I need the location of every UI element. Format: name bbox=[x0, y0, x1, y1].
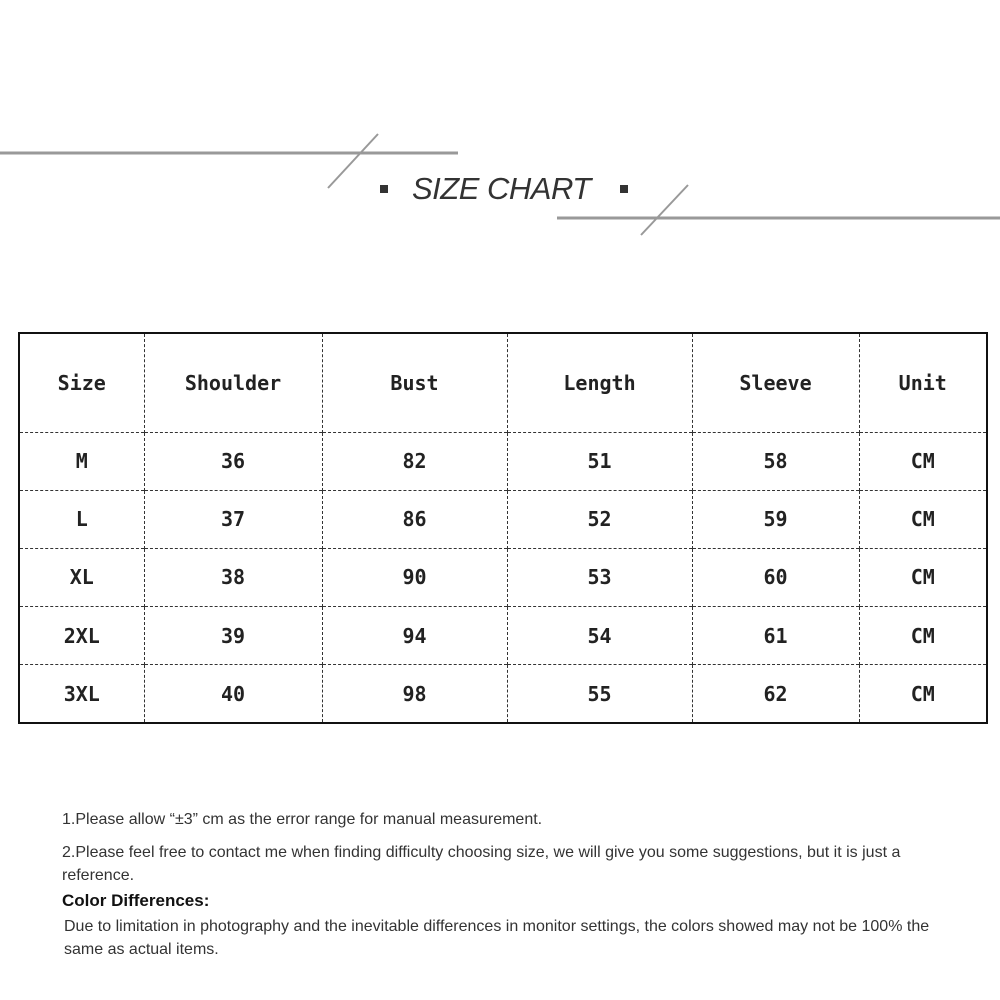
table-cell: XL bbox=[19, 548, 144, 606]
table-cell: CM bbox=[859, 607, 987, 665]
table-header-row bbox=[19, 333, 987, 432]
note-measurement-error: 1.Please allow “±3” cm as the error range for manual measurement. bbox=[62, 811, 543, 828]
table-cell: M bbox=[19, 432, 144, 490]
decorative-lines bbox=[0, 0, 1000, 260]
table-cell: 58 bbox=[692, 432, 859, 490]
bullet-square-icon bbox=[380, 185, 388, 193]
table-row bbox=[19, 490, 987, 548]
table-cell: CM bbox=[859, 665, 987, 723]
column-header: Length bbox=[507, 333, 692, 432]
bullet-square-icon bbox=[620, 185, 628, 193]
color-differences-heading: Color Differences: bbox=[62, 891, 210, 910]
table-cell: 54 bbox=[507, 607, 692, 665]
table-cell: 61 bbox=[692, 607, 859, 665]
color-differences-text: Due to limitation in photography and the inevitable differences in monitor settings, the colors showed may not be 100% the same as actual items. bbox=[64, 918, 930, 958]
table-cell: 62 bbox=[692, 665, 859, 723]
table-cell: 2XL bbox=[19, 607, 144, 665]
column-header: Unit bbox=[859, 333, 987, 432]
size-table bbox=[18, 332, 988, 724]
notes-section bbox=[62, 808, 942, 961]
table-cell: 39 bbox=[144, 607, 322, 665]
table-cell: 53 bbox=[507, 548, 692, 606]
table-cell: 51 bbox=[507, 432, 692, 490]
table-cell: CM bbox=[859, 490, 987, 548]
note-contact: 2.Please feel free to contact me when finding difficulty choosing size, we will give you some suggestions, but it is just a reference. bbox=[62, 844, 901, 884]
table-cell: 38 bbox=[144, 548, 322, 606]
title-bar bbox=[0, 170, 1000, 210]
table-cell: 94 bbox=[322, 607, 507, 665]
table-cell: 60 bbox=[692, 548, 859, 606]
table-cell: 86 bbox=[322, 490, 507, 548]
table-cell: 52 bbox=[507, 490, 692, 548]
column-header: Sleeve bbox=[692, 333, 859, 432]
table-cell: 59 bbox=[692, 490, 859, 548]
column-header: Shoulder bbox=[144, 333, 322, 432]
column-header: Bust bbox=[322, 333, 507, 432]
table-cell: 40 bbox=[144, 665, 322, 723]
table-cell: 98 bbox=[322, 665, 507, 723]
table-cell: 90 bbox=[322, 548, 507, 606]
table-cell: CM bbox=[859, 432, 987, 490]
table-cell: L bbox=[19, 490, 144, 548]
table-cell: CM bbox=[859, 548, 987, 606]
table-cell: 37 bbox=[144, 490, 322, 548]
table-row bbox=[19, 607, 987, 665]
table-cell: 82 bbox=[322, 432, 507, 490]
table-row bbox=[19, 432, 987, 490]
table-row bbox=[19, 665, 987, 723]
page-title: SIZE CHART bbox=[412, 171, 591, 206]
table-row bbox=[19, 548, 987, 606]
table-cell: 3XL bbox=[19, 665, 144, 723]
table-cell: 55 bbox=[507, 665, 692, 723]
table-cell: 36 bbox=[144, 432, 322, 490]
column-header: Size bbox=[57, 370, 106, 395]
